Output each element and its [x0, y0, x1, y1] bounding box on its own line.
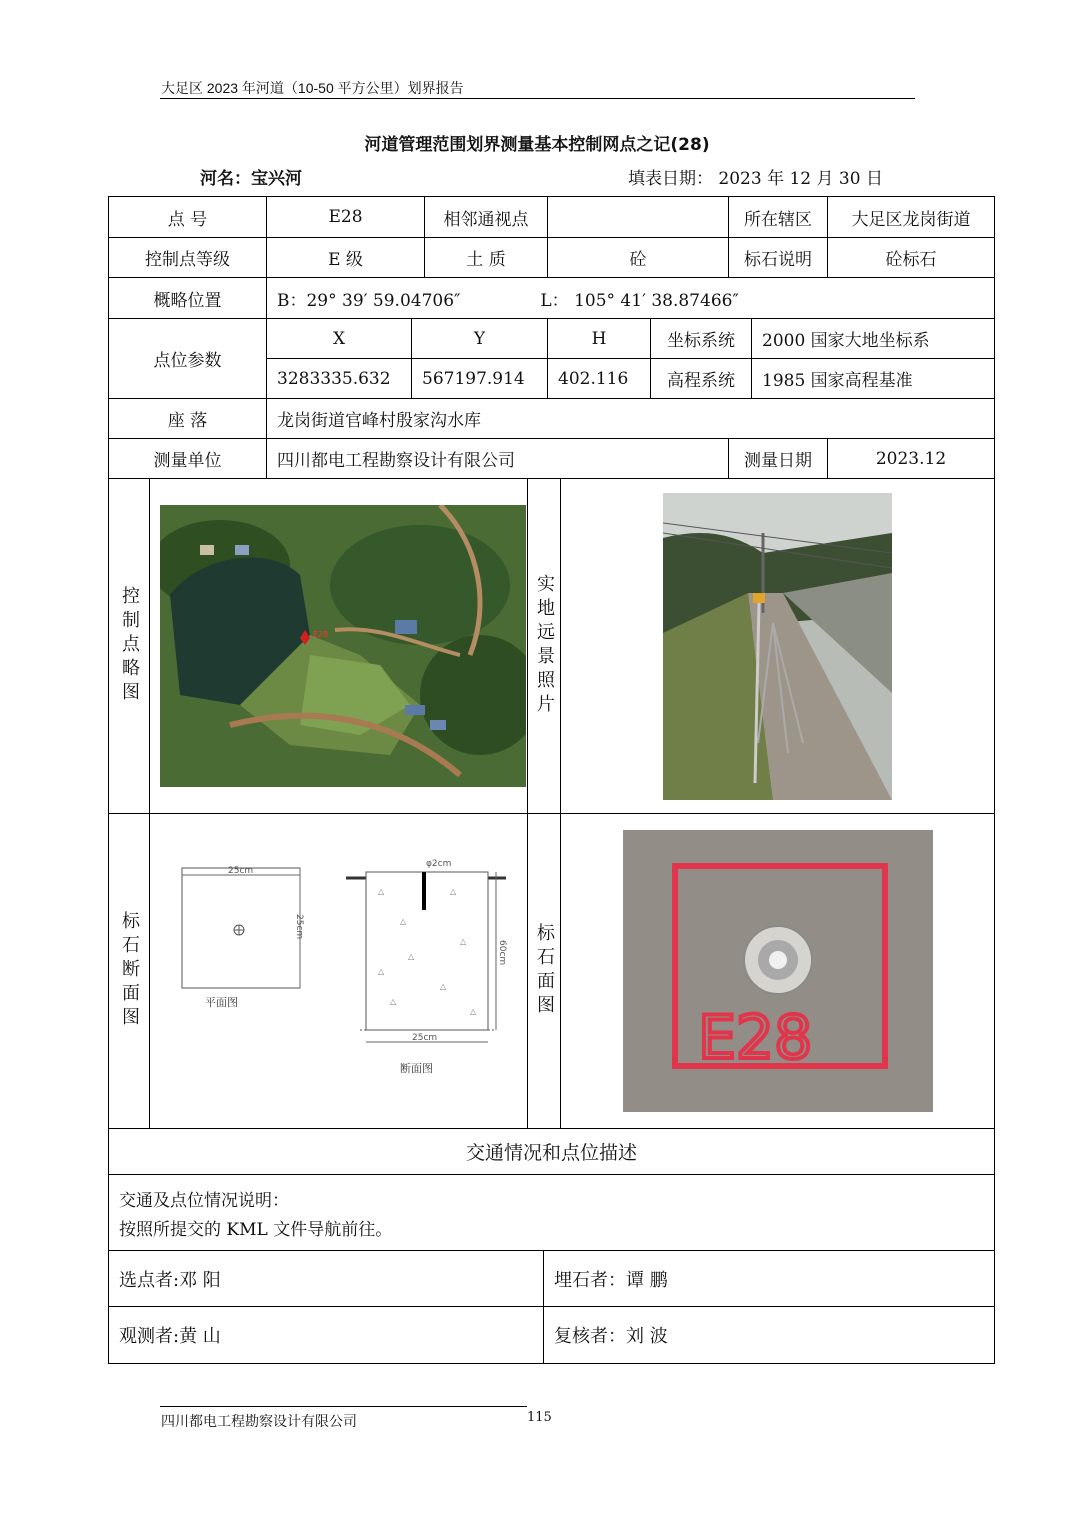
h-value: 402.116	[548, 359, 651, 399]
footer-rule	[160, 1406, 527, 1407]
header-title: 大足区 2023 年河道（10-50 平方公里）划界报告	[161, 80, 464, 96]
face-label: 标石面图	[528, 814, 561, 1129]
traffic-header: 交通情况和点位描述	[109, 1129, 994, 1175]
unit-label: 测量单位	[109, 439, 267, 479]
map-marker-label: E28	[313, 630, 329, 639]
approx-l: L： 105° 41′ 38.87466″	[540, 290, 739, 311]
page-title: 河道管理范围划界测量基本控制网点之记(28)	[364, 135, 710, 155]
svg-text:△: △	[400, 917, 407, 926]
burier: 埋石者：谭 鹏	[544, 1251, 994, 1307]
selector: 选点者:邓 阳	[109, 1251, 544, 1307]
height-sys-value: 1985 国家高程基准	[752, 359, 994, 399]
fill-date: 填表日期： 2023 年 12 月 30 日	[628, 169, 883, 189]
h-label: H	[548, 319, 651, 359]
params-label: 点位参数	[109, 319, 267, 399]
district-label: 所在辖区	[729, 197, 828, 238]
approx-label: 概略位置	[109, 278, 267, 319]
svg-text:△: △	[378, 887, 385, 896]
date-label: 测量日期	[729, 439, 828, 479]
checker: 复核者：刘 波	[554, 1326, 668, 1347]
plan-height-dim: 25cm	[294, 914, 304, 940]
marker-face-text: E28	[698, 1003, 813, 1073]
y-label: Y	[412, 319, 548, 359]
svg-text:△: △	[450, 887, 457, 896]
adjacent-label: 相邻通视点	[425, 197, 548, 238]
location-label: 座 落	[109, 399, 267, 439]
point-no-label: 点 号	[109, 197, 267, 238]
coord-sys-label: 坐标系统	[651, 319, 752, 359]
section-drawing-cell	[150, 814, 528, 1129]
svg-text:△: △	[408, 952, 415, 961]
adjacent-value	[548, 197, 729, 238]
y-value: 567197.914	[412, 359, 548, 399]
district-value: 大足区龙岗街道	[828, 197, 994, 238]
svg-text:△: △	[460, 937, 467, 946]
page-number: 115	[527, 1410, 552, 1425]
grade-value: E 级	[267, 238, 425, 278]
location-value: 龙岗街道官峰村殷家沟水库	[267, 399, 994, 439]
section-pin-dim: φ2cm	[426, 859, 452, 869]
marker-face-image	[623, 830, 933, 1112]
x-label: X	[267, 319, 412, 359]
satellite-map-image	[160, 505, 526, 787]
section-caption: 断面图	[400, 1062, 433, 1075]
photo-cell	[561, 479, 994, 814]
x-value: 3283335.632	[267, 359, 412, 399]
height-sys-label: 高程系统	[651, 359, 752, 399]
observer: 观测者:黄 山	[109, 1307, 544, 1363]
header-rule	[160, 98, 915, 99]
section-width-dim: 25cm	[412, 1033, 438, 1043]
marker-value: 砼标石	[828, 238, 994, 278]
approx-b: B：29° 39′ 59.04706″	[277, 290, 461, 311]
photo-label: 实地远景照片	[528, 479, 561, 814]
marker-label: 标石说明	[729, 238, 828, 278]
svg-text:△: △	[378, 967, 385, 976]
soil-value: 砼	[548, 238, 729, 278]
control-point-table	[108, 196, 995, 1364]
svg-text:△: △	[390, 997, 397, 1006]
sketch-label: 控制点略图	[109, 479, 150, 814]
plan-width-dim: 25cm	[228, 866, 254, 876]
grade-label: 控制点等级	[109, 238, 267, 278]
footer-company: 四川都电工程勘察设计有限公司	[161, 1414, 357, 1430]
marker-face-photo	[623, 830, 933, 1112]
svg-text:△: △	[440, 982, 447, 991]
section-depth-dim: 60cm	[497, 940, 507, 966]
section-label: 标石断面图	[109, 814, 150, 1129]
svg-text:△: △	[470, 1007, 477, 1016]
coord-sys-value: 2000 国家大地坐标系	[752, 319, 994, 359]
unit-value: 四川都电工程勘察设计有限公司	[267, 439, 729, 479]
section-drawing	[150, 814, 528, 1129]
site-photo-image	[663, 493, 892, 800]
soil-label: 土 质	[425, 238, 548, 278]
traffic-desc-line2: 按照所提交的 KML 文件导航前往。	[119, 1219, 393, 1240]
traffic-desc-line1: 交通及点位情况说明：	[119, 1190, 289, 1211]
face-photo-cell	[561, 814, 994, 1129]
river-name: 河名：宝兴河	[200, 169, 302, 189]
date-value: 2023.12	[828, 439, 994, 479]
approx-position	[267, 278, 994, 319]
site-photo	[663, 493, 892, 800]
sketch-cell	[150, 479, 528, 814]
satellite-map	[160, 505, 526, 787]
plan-caption: 平面图	[205, 996, 238, 1009]
point-no-value: E28	[267, 197, 425, 238]
traffic-desc	[109, 1175, 994, 1251]
